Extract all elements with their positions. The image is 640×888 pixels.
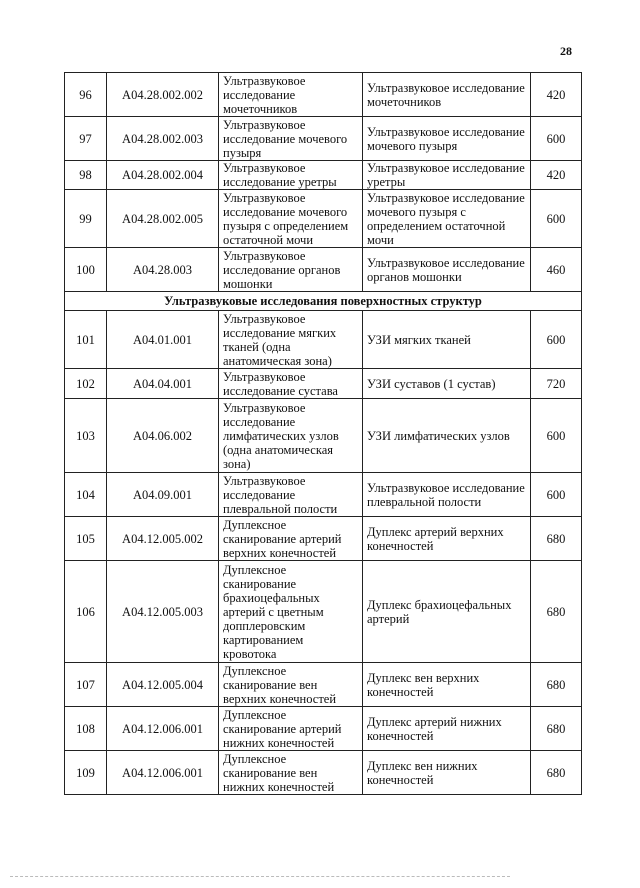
service-short-name: Дуплекс вен верхних конечностей [363,663,531,707]
service-short-name: УЗИ лимфатических узлов [363,399,531,473]
service-name: Дуплексное сканирование брахиоцефальных артерий с цветным допплеровским картированием кровотока [219,561,363,663]
service-price: 460 [531,248,582,292]
service-name: Дуплексное сканирование вен нижних конечностей [219,751,363,795]
service-name: Ультразвуковое исследование уретры [219,161,363,190]
service-name: Ультразвуковое исследование органов мошонки [219,248,363,292]
table-row [65,73,582,117]
service-code: A04.09.001 [107,473,219,517]
service-code: A04.04.001 [107,369,219,399]
service-short-name: Ультразвуковое исследование органов мошонки [363,248,531,292]
table-row [65,751,582,795]
service-short-name: Дуплекс брахиоцефальных артерий [363,561,531,663]
row-number: 102 [65,369,107,399]
row-number: 100 [65,248,107,292]
table-row [65,561,582,663]
row-number: 105 [65,517,107,561]
service-code: A04.28.002.004 [107,161,219,190]
row-number: 107 [65,663,107,707]
service-code: A04.28.002.005 [107,190,219,248]
service-code: A04.12.005.003 [107,561,219,663]
row-number: 106 [65,561,107,663]
service-price: 600 [531,473,582,517]
row-number: 104 [65,473,107,517]
service-short-name: Дуплекс артерий верхних конечностей [363,517,531,561]
service-name: Ультразвуковое исследование мочевого пузыря с определением остаточной мочи [219,190,363,248]
table-row [65,399,582,473]
service-name: Ультразвуковое исследование мочеточников [219,73,363,117]
service-price: 680 [531,561,582,663]
service-short-name: Дуплекс вен нижних конечностей [363,751,531,795]
table-row [65,369,582,399]
service-name: Ультразвуковое исследование мягких тканей (одна анатомическая зона) [219,311,363,369]
service-code: A04.01.001 [107,311,219,369]
row-number: 101 [65,311,107,369]
table-row [65,473,582,517]
table-row [65,117,582,161]
service-code: A04.12.006.001 [107,707,219,751]
service-price: 680 [531,707,582,751]
row-number: 96 [65,73,107,117]
service-price: 600 [531,311,582,369]
service-name: Ультразвуковое исследование сустава [219,369,363,399]
service-name: Дуплексное сканирование вен верхних конечностей [219,663,363,707]
table-row [65,190,582,248]
service-name: Ультразвуковое исследование лимфатических узлов (одна анатомическая зона) [219,399,363,473]
service-price: 420 [531,73,582,117]
service-code: A04.12.005.002 [107,517,219,561]
service-price: 680 [531,663,582,707]
service-price: 600 [531,399,582,473]
service-price: 600 [531,117,582,161]
service-name: Ультразвуковое исследование мочевого пузыря [219,117,363,161]
service-code: A04.12.006.001 [107,751,219,795]
table-row [65,663,582,707]
service-price: 680 [531,517,582,561]
service-name: Дуплексное сканирование артерий нижних конечностей [219,707,363,751]
service-code: A04.06.002 [107,399,219,473]
row-number: 99 [65,190,107,248]
price-table [64,72,582,795]
service-name: Дуплексное сканирование артерий верхних конечностей [219,517,363,561]
scan-edge-line [10,876,510,877]
service-name: Ультразвуковое исследование плевральной полости [219,473,363,517]
service-short-name: Ультразвуковое исследование мочевого пузыря с определением остаточной мочи [363,190,531,248]
service-short-name: Дуплекс артерий нижних конечностей [363,707,531,751]
service-price: 720 [531,369,582,399]
service-price: 680 [531,751,582,795]
section-header-row [65,292,582,311]
service-code: A04.28.003 [107,248,219,292]
service-price: 600 [531,190,582,248]
row-number: 109 [65,751,107,795]
service-short-name: УЗИ суставов (1 сустав) [363,369,531,399]
service-short-name: Ультразвуковое исследование мочевого пузыря [363,117,531,161]
table-row [65,161,582,190]
page-number: 28 [560,44,572,58]
service-code: A04.28.002.002 [107,73,219,117]
service-short-name: Ультразвуковое исследование уретры [363,161,531,190]
section-title: Ультразвуковые исследования поверхностных структур [65,292,582,311]
service-short-name: Ультразвуковое исследование плевральной полости [363,473,531,517]
service-code: A04.28.002.003 [107,117,219,161]
row-number: 98 [65,161,107,190]
service-short-name: УЗИ мягких тканей [363,311,531,369]
table-row [65,311,582,369]
service-price: 420 [531,161,582,190]
row-number: 97 [65,117,107,161]
service-code: A04.12.005.004 [107,663,219,707]
table-row [65,248,582,292]
table-row [65,707,582,751]
price-table-body [65,73,582,795]
table-row [65,517,582,561]
service-short-name: Ультразвуковое исследование мочеточников [363,73,531,117]
row-number: 108 [65,707,107,751]
row-number: 103 [65,399,107,473]
